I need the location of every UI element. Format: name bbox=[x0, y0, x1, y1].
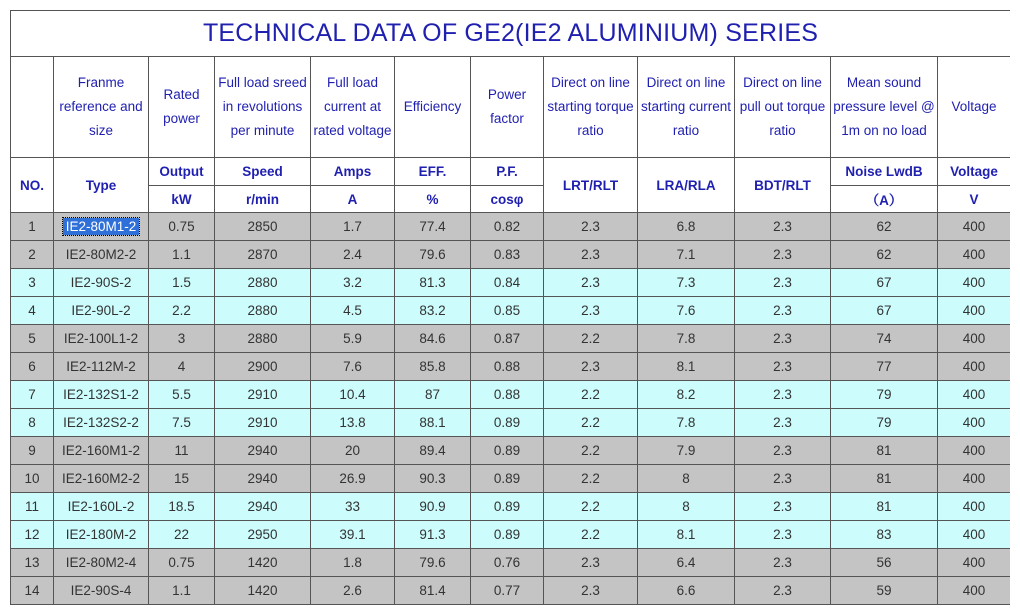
cell-output[interactable]: 22 bbox=[149, 521, 215, 549]
cell-pf[interactable]: 0.88 bbox=[471, 381, 544, 409]
cell-bdt[interactable]: 2.3 bbox=[735, 353, 831, 381]
header-lrt[interactable]: LRT/RLT bbox=[544, 158, 638, 213]
cell-amps[interactable]: 39.1 bbox=[311, 521, 395, 549]
cell-speed[interactable]: 2880 bbox=[215, 297, 311, 325]
cell-no[interactable]: 9 bbox=[11, 437, 54, 465]
cell-speed[interactable]: 2870 bbox=[215, 241, 311, 269]
cell-noise[interactable]: 67 bbox=[831, 269, 938, 297]
table-row bbox=[11, 353, 1011, 381]
cell-lrt[interactable]: 2.3 bbox=[544, 269, 638, 297]
cell-output[interactable]: 0.75 bbox=[149, 549, 215, 577]
cell-bdt[interactable]: 2.3 bbox=[735, 325, 831, 353]
desc-start-current[interactable]: Direct on line starting current ratio bbox=[638, 57, 735, 158]
cell-lrt[interactable]: 2.3 bbox=[544, 577, 638, 605]
cell-eff[interactable]: 88.1 bbox=[395, 409, 471, 437]
cell-lra[interactable]: 8.2 bbox=[638, 381, 735, 409]
cell-speed[interactable]: 2910 bbox=[215, 381, 311, 409]
cell-speed[interactable]: 2900 bbox=[215, 353, 311, 381]
header-voltage[interactable]: Voltage bbox=[938, 158, 1011, 186]
cell-lra[interactable]: 8 bbox=[638, 465, 735, 493]
cell-eff[interactable]: 79.6 bbox=[395, 549, 471, 577]
cell-eff[interactable]: 85.8 bbox=[395, 353, 471, 381]
cell-no[interactable]: 8 bbox=[11, 409, 54, 437]
desc-empty-cell[interactable] bbox=[11, 57, 54, 158]
header-eff[interactable]: EFF. bbox=[395, 158, 471, 186]
cell-bdt[interactable]: 2.3 bbox=[735, 381, 831, 409]
cell-voltage[interactable]: 400 bbox=[938, 437, 1011, 465]
cell-no[interactable]: 3 bbox=[11, 269, 54, 297]
cell-speed[interactable]: 2940 bbox=[215, 437, 311, 465]
cell-no[interactable]: 2 bbox=[11, 241, 54, 269]
cell-bdt[interactable]: 2.3 bbox=[735, 437, 831, 465]
cell-amps[interactable]: 2.6 bbox=[311, 577, 395, 605]
cell-type[interactable]: IE2-90S-4 bbox=[54, 577, 149, 605]
cell-output[interactable]: 1.5 bbox=[149, 269, 215, 297]
unit-noise[interactable]: （A） bbox=[831, 186, 938, 213]
cell-lrt[interactable]: 2.3 bbox=[544, 297, 638, 325]
desc-frame[interactable]: Franme reference and size bbox=[54, 57, 149, 158]
cell-voltage[interactable]: 400 bbox=[938, 241, 1011, 269]
title-row bbox=[11, 11, 1011, 57]
cell-type[interactable]: IE2-132S2-2 bbox=[54, 409, 149, 437]
cell-eff[interactable]: 87 bbox=[395, 381, 471, 409]
cell-speed[interactable]: 2850 bbox=[215, 213, 311, 241]
cell-voltage[interactable]: 400 bbox=[938, 213, 1011, 241]
cell-bdt[interactable]: 2.3 bbox=[735, 297, 831, 325]
desc-rated-power[interactable]: Rated power bbox=[149, 57, 215, 158]
cell-speed[interactable]: 2880 bbox=[215, 325, 311, 353]
cell-no[interactable]: 12 bbox=[11, 521, 54, 549]
desc-power-factor[interactable]: Power factor bbox=[471, 57, 544, 158]
cell-pf[interactable]: 0.77 bbox=[471, 577, 544, 605]
cell-noise[interactable]: 81 bbox=[831, 437, 938, 465]
cell-speed[interactable]: 2880 bbox=[215, 269, 311, 297]
desc-voltage[interactable]: Voltage bbox=[938, 57, 1011, 158]
cell-lrt[interactable]: 2.2 bbox=[544, 493, 638, 521]
cell-noise[interactable]: 59 bbox=[831, 577, 938, 605]
cell-noise[interactable]: 81 bbox=[831, 493, 938, 521]
cell-output[interactable]: 3 bbox=[149, 325, 215, 353]
cell-lra[interactable]: 7.8 bbox=[638, 325, 735, 353]
cell-amps[interactable]: 3.2 bbox=[311, 269, 395, 297]
cell-noise[interactable]: 83 bbox=[831, 521, 938, 549]
cell-amps[interactable]: 13.8 bbox=[311, 409, 395, 437]
cell-lrt[interactable]: 2.3 bbox=[544, 213, 638, 241]
cell-type[interactable]: IE2-90L-2 bbox=[54, 297, 149, 325]
cell-eff[interactable]: 90.3 bbox=[395, 465, 471, 493]
cell-type[interactable]: IE2-160M2-2 bbox=[54, 465, 149, 493]
cell-lrt[interactable]: 2.2 bbox=[544, 325, 638, 353]
header-type[interactable]: Type bbox=[54, 158, 149, 213]
cell-bdt[interactable]: 2.3 bbox=[735, 577, 831, 605]
cell-type[interactable]: IE2-80M2-4 bbox=[54, 549, 149, 577]
cell-noise[interactable]: 62 bbox=[831, 241, 938, 269]
cell-pf[interactable]: 0.89 bbox=[471, 409, 544, 437]
cell-pf[interactable]: 0.76 bbox=[471, 549, 544, 577]
cell-lrt[interactable]: 2.2 bbox=[544, 465, 638, 493]
cell-no[interactable]: 11 bbox=[11, 493, 54, 521]
cell-noise[interactable]: 81 bbox=[831, 465, 938, 493]
cell-output[interactable]: 18.5 bbox=[149, 493, 215, 521]
selected-text[interactable]: IE2-80M1-2 bbox=[63, 218, 140, 235]
cell-lra[interactable]: 7.8 bbox=[638, 409, 735, 437]
cell-noise[interactable]: 67 bbox=[831, 297, 938, 325]
cell-type[interactable]: IE2-132S1-2 bbox=[54, 381, 149, 409]
cell-type[interactable]: IE2-160L-2 bbox=[54, 493, 149, 521]
cell-pf[interactable]: 0.82 bbox=[471, 213, 544, 241]
cell-noise[interactable]: 79 bbox=[831, 409, 938, 437]
table-row bbox=[11, 269, 1011, 297]
cell-pf[interactable]: 0.83 bbox=[471, 241, 544, 269]
cell-lrt[interactable]: 2.3 bbox=[544, 549, 638, 577]
cell-speed[interactable]: 2940 bbox=[215, 465, 311, 493]
cell-no[interactable]: 1 bbox=[11, 213, 54, 241]
cell-pf[interactable]: 0.84 bbox=[471, 269, 544, 297]
description-row bbox=[11, 57, 1011, 158]
cell-lrt[interactable]: 2.2 bbox=[544, 381, 638, 409]
table-title[interactable]: TECHNICAL DATA OF GE2(IE2 ALUMINIUM) SERIES bbox=[11, 11, 1011, 57]
cell-type[interactable]: IE2-100L1-2 bbox=[54, 325, 149, 353]
cell-output[interactable]: 1.1 bbox=[149, 241, 215, 269]
desc-current[interactable]: Full load current at rated voltage bbox=[311, 57, 395, 158]
technical-data-table bbox=[10, 10, 1010, 605]
cell-lra[interactable]: 7.9 bbox=[638, 437, 735, 465]
cell-output[interactable]: 2.2 bbox=[149, 297, 215, 325]
header-row-1 bbox=[11, 158, 1011, 186]
cell-bdt[interactable]: 2.3 bbox=[735, 213, 831, 241]
cell-bdt[interactable]: 2.3 bbox=[735, 409, 831, 437]
cell-voltage[interactable]: 400 bbox=[938, 409, 1011, 437]
cell-no[interactable]: 14 bbox=[11, 577, 54, 605]
table-row bbox=[11, 409, 1011, 437]
cell-speed[interactable]: 2940 bbox=[215, 493, 311, 521]
cell-no[interactable]: 7 bbox=[11, 381, 54, 409]
cell-voltage[interactable]: 400 bbox=[938, 297, 1011, 325]
header-bdt[interactable]: BDT/RLT bbox=[735, 158, 831, 213]
table-row bbox=[11, 241, 1011, 269]
cell-type[interactable]: IE2-80M2-2 bbox=[54, 241, 149, 269]
cell-no[interactable]: 4 bbox=[11, 297, 54, 325]
cell-amps[interactable]: 1.7 bbox=[311, 213, 395, 241]
header-speed[interactable]: Speed bbox=[215, 158, 311, 186]
cell-voltage[interactable]: 400 bbox=[938, 549, 1011, 577]
cell-pf[interactable]: 0.88 bbox=[471, 353, 544, 381]
cell-bdt[interactable]: 2.3 bbox=[735, 269, 831, 297]
cell-eff[interactable]: 89.4 bbox=[395, 437, 471, 465]
cell-lra[interactable]: 6.8 bbox=[638, 213, 735, 241]
cell-type[interactable]: IE2-112M-2 bbox=[54, 353, 149, 381]
header-noise[interactable]: Noise LwdB bbox=[831, 158, 938, 186]
unit-speed[interactable]: r/min bbox=[215, 186, 311, 213]
cell-amps[interactable]: 1.8 bbox=[311, 549, 395, 577]
cell-no[interactable]: 13 bbox=[11, 549, 54, 577]
cell-amps[interactable]: 33 bbox=[311, 493, 395, 521]
header-amps[interactable]: Amps bbox=[311, 158, 395, 186]
table-row bbox=[11, 325, 1011, 353]
table-row bbox=[11, 577, 1011, 605]
cell-eff[interactable]: 91.3 bbox=[395, 521, 471, 549]
cell-eff[interactable]: 81.3 bbox=[395, 269, 471, 297]
cell-type[interactable]: IE2-180M-2 bbox=[54, 521, 149, 549]
table-row bbox=[11, 493, 1011, 521]
cell-pf[interactable]: 0.87 bbox=[471, 325, 544, 353]
cell-bdt[interactable]: 2.3 bbox=[735, 465, 831, 493]
cell-output[interactable]: 15 bbox=[149, 465, 215, 493]
cell-type[interactable]: IE2-160M1-2 bbox=[54, 437, 149, 465]
cell-lra[interactable]: 7.3 bbox=[638, 269, 735, 297]
cell-pf[interactable]: 0.89 bbox=[471, 437, 544, 465]
unit-output[interactable]: kW bbox=[149, 186, 215, 213]
cell-type[interactable]: IE2-90S-2 bbox=[54, 269, 149, 297]
cell-lra[interactable]: 7.6 bbox=[638, 297, 735, 325]
cell-bdt[interactable]: 2.3 bbox=[735, 241, 831, 269]
header-row-2 bbox=[11, 186, 1011, 213]
cell-voltage[interactable]: 400 bbox=[938, 465, 1011, 493]
cell-lra[interactable]: 6.6 bbox=[638, 577, 735, 605]
table-row bbox=[11, 297, 1011, 325]
cell-speed[interactable]: 1420 bbox=[215, 577, 311, 605]
cell-output[interactable]: 5.5 bbox=[149, 381, 215, 409]
cell-noise[interactable]: 62 bbox=[831, 213, 938, 241]
unit-amps[interactable]: A bbox=[311, 186, 395, 213]
cell-output[interactable]: 11 bbox=[149, 437, 215, 465]
table-row bbox=[11, 521, 1011, 549]
cell-eff[interactable]: 81.4 bbox=[395, 577, 471, 605]
table-row bbox=[11, 437, 1011, 465]
cell-noise[interactable]: 77 bbox=[831, 353, 938, 381]
cell-voltage[interactable]: 400 bbox=[938, 353, 1011, 381]
table-row bbox=[11, 465, 1011, 493]
cell-amps[interactable]: 2.4 bbox=[311, 241, 395, 269]
desc-pullout[interactable]: Direct on line pull out torque ratio bbox=[735, 57, 831, 158]
data-rows bbox=[11, 213, 1011, 605]
unit-pf[interactable]: cosφ bbox=[471, 186, 544, 213]
cell-bdt[interactable]: 2.3 bbox=[735, 521, 831, 549]
cell-lrt[interactable]: 2.2 bbox=[544, 409, 638, 437]
cell-eff[interactable]: 90.9 bbox=[395, 493, 471, 521]
cell-amps[interactable]: 5.9 bbox=[311, 325, 395, 353]
spreadsheet-sheet bbox=[10, 10, 1010, 610]
cell-pf[interactable]: 0.89 bbox=[471, 493, 544, 521]
cell-speed[interactable]: 2910 bbox=[215, 409, 311, 437]
cell-type[interactable] bbox=[54, 213, 149, 241]
cell-pf[interactable]: 0.89 bbox=[471, 521, 544, 549]
cell-voltage[interactable]: 400 bbox=[938, 381, 1011, 409]
cell-eff[interactable]: 83.2 bbox=[395, 297, 471, 325]
cell-amps[interactable]: 4.5 bbox=[311, 297, 395, 325]
cell-voltage[interactable]: 400 bbox=[938, 577, 1011, 605]
cell-pf[interactable]: 0.89 bbox=[471, 465, 544, 493]
cell-lrt[interactable]: 2.2 bbox=[544, 521, 638, 549]
cell-voltage[interactable]: 400 bbox=[938, 521, 1011, 549]
cell-voltage[interactable]: 400 bbox=[938, 325, 1011, 353]
unit-voltage[interactable]: V bbox=[938, 186, 1011, 213]
cell-lra[interactable]: 8.1 bbox=[638, 521, 735, 549]
cell-lra[interactable]: 8.1 bbox=[638, 353, 735, 381]
cell-amps[interactable]: 20 bbox=[311, 437, 395, 465]
cell-noise[interactable]: 74 bbox=[831, 325, 938, 353]
cell-bdt[interactable]: 2.3 bbox=[735, 549, 831, 577]
cell-speed[interactable]: 1420 bbox=[215, 549, 311, 577]
table-row bbox=[11, 381, 1011, 409]
cell-noise[interactable]: 79 bbox=[831, 381, 938, 409]
cell-lra[interactable]: 7.1 bbox=[638, 241, 735, 269]
desc-noise[interactable]: Mean sound pressure level @ 1m on no load bbox=[831, 57, 938, 158]
cell-amps[interactable]: 10.4 bbox=[311, 381, 395, 409]
header-pf[interactable]: P.F. bbox=[471, 158, 544, 186]
cell-eff[interactable]: 77.4 bbox=[395, 213, 471, 241]
cell-lra[interactable]: 8 bbox=[638, 493, 735, 521]
table-row bbox=[11, 213, 1011, 241]
desc-speed[interactable]: Full load sreed in revolutions per minute bbox=[215, 57, 311, 158]
header-lra[interactable]: LRA/RLA bbox=[638, 158, 735, 213]
cell-no[interactable]: 6 bbox=[11, 353, 54, 381]
cell-eff[interactable]: 84.6 bbox=[395, 325, 471, 353]
cell-output[interactable]: 4 bbox=[149, 353, 215, 381]
desc-torque[interactable]: Direct on line starting torque ratio bbox=[544, 57, 638, 158]
cell-amps[interactable]: 26.9 bbox=[311, 465, 395, 493]
cell-no[interactable]: 5 bbox=[11, 325, 54, 353]
cell-voltage[interactable]: 400 bbox=[938, 493, 1011, 521]
cell-lrt[interactable]: 2.3 bbox=[544, 241, 638, 269]
cell-pf[interactable]: 0.85 bbox=[471, 297, 544, 325]
cell-noise[interactable]: 56 bbox=[831, 549, 938, 577]
cell-output[interactable]: 0.75 bbox=[149, 213, 215, 241]
header-no[interactable]: NO. bbox=[11, 158, 54, 213]
cell-speed[interactable]: 2950 bbox=[215, 521, 311, 549]
cell-no[interactable]: 10 bbox=[11, 465, 54, 493]
cell-output[interactable]: 1.1 bbox=[149, 577, 215, 605]
header-output[interactable]: Output bbox=[149, 158, 215, 186]
cell-eff[interactable]: 79.6 bbox=[395, 241, 471, 269]
cell-lrt[interactable]: 2.2 bbox=[544, 437, 638, 465]
cell-voltage[interactable]: 400 bbox=[938, 269, 1011, 297]
unit-eff[interactable]: % bbox=[395, 186, 471, 213]
cell-output[interactable]: 7.5 bbox=[149, 409, 215, 437]
cell-lrt[interactable]: 2.3 bbox=[544, 353, 638, 381]
desc-efficiency[interactable]: Efficiency bbox=[395, 57, 471, 158]
cell-amps[interactable]: 7.6 bbox=[311, 353, 395, 381]
cell-bdt[interactable]: 2.3 bbox=[735, 493, 831, 521]
table-row bbox=[11, 549, 1011, 577]
cell-lra[interactable]: 6.4 bbox=[638, 549, 735, 577]
